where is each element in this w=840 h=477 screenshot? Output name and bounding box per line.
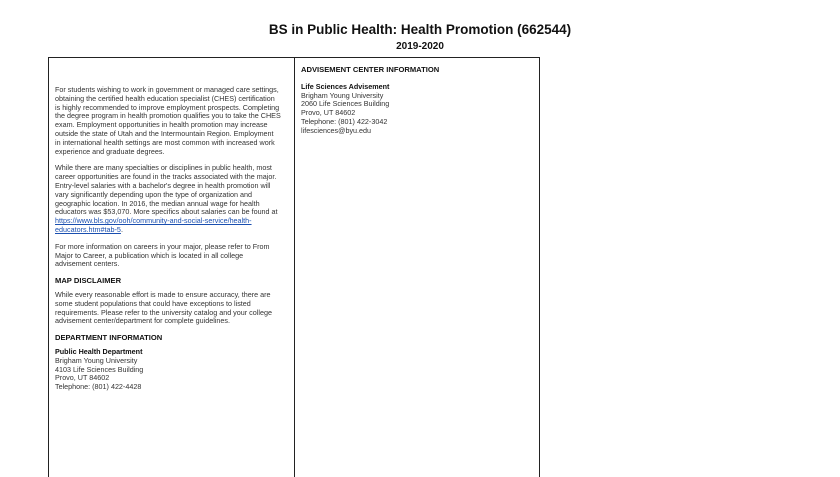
- advisement-address: [301, 83, 533, 136]
- advisement-building: 2060 Life Sciences Building: [301, 99, 390, 109]
- department-address: [55, 348, 281, 392]
- advisement-city: Provo, UT 84602: [301, 108, 356, 118]
- department-info-heading: DEPARTMENT INFORMATION: [55, 333, 163, 343]
- department-building: 4103 Life Sciences Building: [55, 364, 144, 374]
- career-info-column: [55, 86, 281, 392]
- advisement-heading: ADVISEMENT CENTER INFORMATION: [301, 65, 440, 74]
- advisement-email[interactable]: lifesciences@byu.edu: [301, 125, 372, 135]
- advisement-column: [301, 66, 533, 136]
- page-title: BS in Public Health: Health Promotion (662544): [268, 22, 572, 37]
- bls-link[interactable]: https://www.bls.gov/ooh/community-and-social-service/health-educators.htm#tab-5: [55, 216, 252, 234]
- career-paragraph-2: [55, 164, 281, 234]
- map-disclaimer-heading: MAP DISCLAIMER: [55, 276, 122, 286]
- advisement-phone: Telephone: (801) 422-3042: [301, 116, 388, 126]
- advisement-university: Brigham Young University: [301, 90, 384, 100]
- department-university: Brigham Young University: [55, 355, 138, 365]
- career-paragraph-1: For students wishing to work in government or managed care settings, obtaining the certified health education specialist (CHES) certification is highly recommended to improve employment prospects. Completing the degree program in health promotion qualifies you to take the CHES exam. Employment opportunities in health promotion may increase outside the state of Utah and the Intermountain Region. Employment in international health settings are most common with increased work experience and graduate degrees.: [55, 85, 281, 156]
- department-phone: Telephone: (801) 422-4428: [55, 382, 142, 392]
- department-name: Public Health Department: [55, 346, 143, 356]
- department-city: Provo, UT 84602: [55, 373, 110, 383]
- academic-year: 2019-2020: [396, 41, 444, 52]
- salary-text-end: .: [120, 224, 123, 234]
- map-disclaimer-text: While every reasonable effort is made to ensure accuracy, there are some student populations that could have exceptions to listed requirements. Please refer to the university catalog and your college advisement center/department for complete guidelines.: [55, 289, 272, 326]
- column-divider: [294, 58, 295, 477]
- career-paragraph-3: For more information on careers in your major, please refer to From Major to Career, a publication which is located in all college advisement centers.: [55, 241, 270, 269]
- salary-text: While there are many specialties or disciplines in public health, most career opportunities are found in the tracks associated with the major. Entry-level salaries with a bachelor's degree in health promotion will vary significantly depending upon the type of organization and geographic location. In 2016, the median annual wage for health educators was $53,070. More specifics about salaries can be found at: [55, 163, 278, 217]
- advisement-name: Life Sciences Advisement: [301, 81, 390, 91]
- info-table: [48, 57, 540, 477]
